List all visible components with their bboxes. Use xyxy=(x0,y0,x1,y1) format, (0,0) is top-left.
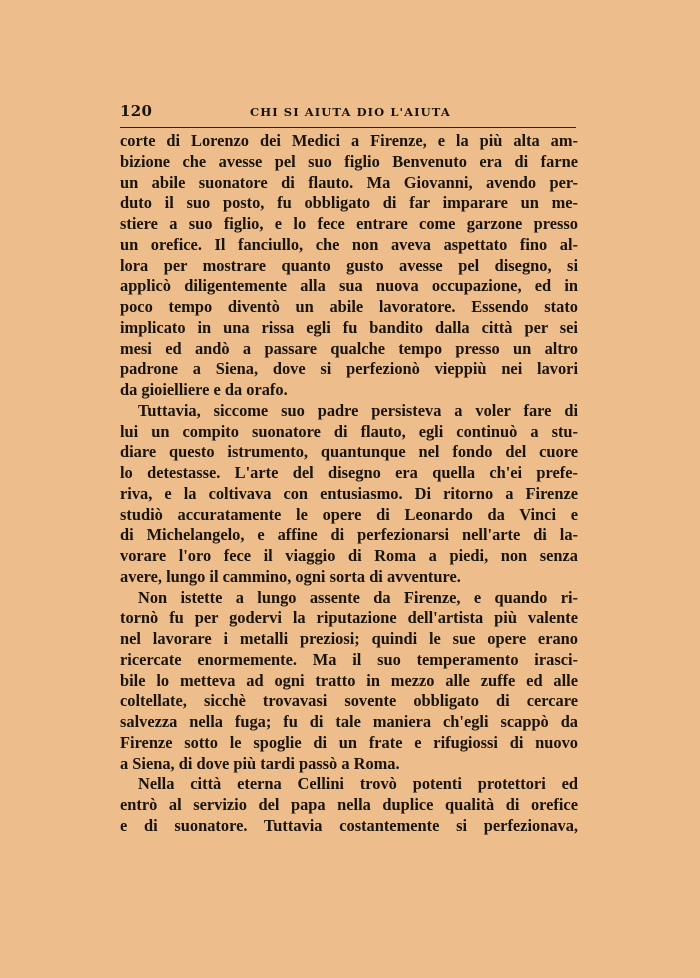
text-line: lora per mostrare quanto gusto avesse pel disegno, si xyxy=(120,255,578,275)
running-title: CHI SI AIUTA DIO L'AIUTA xyxy=(250,105,451,119)
text-line: lui un compito suonatore di flauto, egli continuò a stu- xyxy=(120,421,578,441)
text-line: Non istette a lungo assente da Firenze, e quando ri- xyxy=(138,587,578,607)
text-line: mesi ed andò a passare qualche tempo presso un altro xyxy=(120,338,578,358)
text-line: da gioielliere e da orafo. xyxy=(120,380,288,399)
page-header xyxy=(118,100,578,122)
text-line: bizione che avesse pel suo figlio Benvenuto era di farne xyxy=(120,151,578,171)
text-line: padrone a Siena, dove si perfezionò vieppiù nei lavori xyxy=(120,359,578,379)
text-line: Nella città eterna Cellini trovò potenti protettori ed xyxy=(138,774,578,794)
text-line: diare questo istrumento, quantunque nel fondo del cuore xyxy=(120,442,578,462)
text-line: studiò accuratamente le opere di Leonardo da Vinci e xyxy=(120,504,578,524)
text-line: bile lo metteva ad ogni tratto in mezzo alle zuffe ed alle xyxy=(120,670,578,690)
page-number: 120 xyxy=(120,102,153,120)
text-line: corte di Lorenzo dei Medici a Firenze, e la più alta am- xyxy=(120,131,578,150)
text-line: entrò al servizio del papa nella duplice qualità di orefice xyxy=(120,795,578,814)
text-line: applicò diligentemente alla sua nuova occupazione, ed in xyxy=(120,276,578,296)
text-line: a Siena, di dove più tardi passò a Roma. xyxy=(120,753,400,773)
text-line: ricercate enormemente. Ma il suo temperamento irasci- xyxy=(120,649,578,669)
text-line: coltellate, sicchè trovavasi sovente obbligato di cercare xyxy=(120,691,578,711)
text-line: tornò fu per godervi la riputazione dell'artista più valente xyxy=(120,608,578,628)
text-line: nel lavorare i metalli preziosi; quindi le sue opere erano xyxy=(120,629,578,648)
text-line: duto il suo posto, fu obbligato di far imparare un me- xyxy=(120,193,578,213)
text-line: avere, lungo il cammino, ogni sorta di avventure. xyxy=(120,566,461,586)
text-line: di Michelangelo, e affine di perfezionarsi nell'arte di la- xyxy=(120,525,578,545)
text-line: un abile suonatore di flauto. Ma Giovanni, avendo per- xyxy=(120,172,578,192)
text-line: salvezza nella fuga; fu di tale maniera ch'egli scappò da xyxy=(120,712,578,731)
text-line: e di suonatore. Tuttavia costantemente si perfezionava, xyxy=(120,815,578,835)
text-line: Firenze sotto le spoglie di un frate e rifugiossi di nuovo xyxy=(120,732,578,752)
header-rule xyxy=(120,127,576,128)
text-line: un orefice. Il fanciullo, che non aveva aspettato fino al- xyxy=(120,234,578,254)
body-text xyxy=(120,131,578,837)
text-line: stiere a suo figlio, e lo fece entrare come garzone presso xyxy=(120,214,578,233)
text-line: Tuttavia, siccome suo padre persisteva a voler fare di xyxy=(138,400,578,420)
text-line: implicato in una rissa egli fu bandito dalla città per sei xyxy=(120,317,578,337)
text-line: riva, e la coltivava con entusiasmo. Di ritorno a Firenze xyxy=(120,483,578,503)
text-line: poco tempo diventò un abile lavoratore. Essendo stato xyxy=(120,297,578,316)
text-line: vorare l'oro fece il viaggio di Roma a piedi, non senza xyxy=(120,546,578,565)
text-line: lo detestasse. L'arte del disegno era quella ch'ei prefe- xyxy=(120,463,578,482)
